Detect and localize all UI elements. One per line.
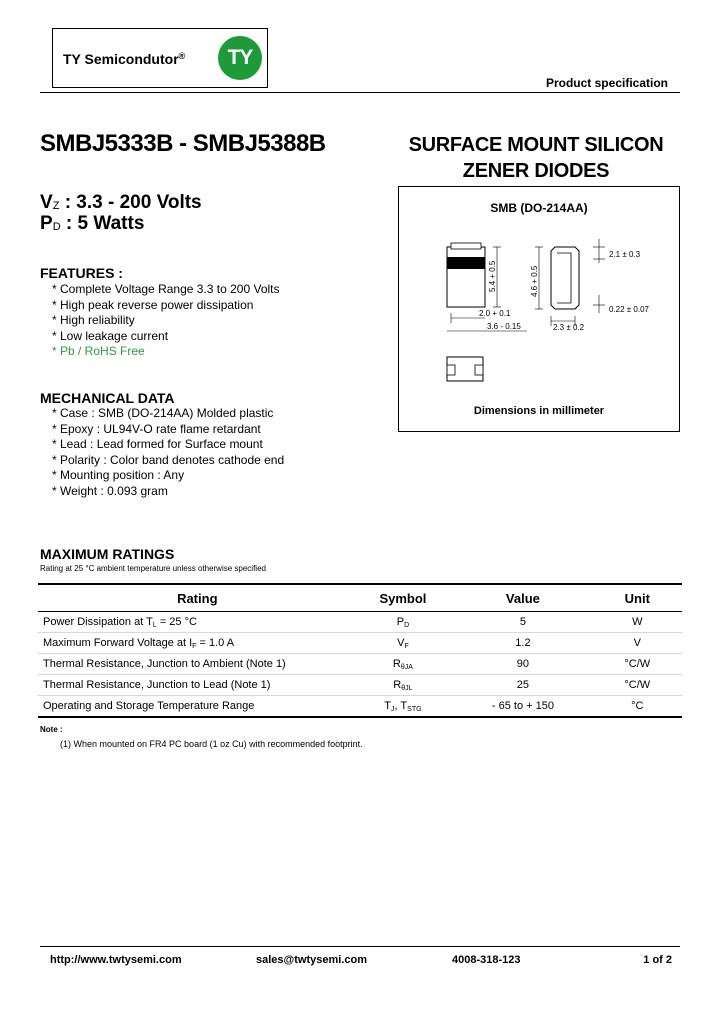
footer-phone: 4008-318-123 (452, 954, 521, 966)
features-title: FEATURES : (40, 265, 123, 281)
power-dissipation-spec: $P_D$ : 5 Watts (40, 213, 145, 234)
footprint-pad-right (475, 365, 483, 375)
dim-length: 3.6 - 0.15 (487, 322, 521, 331)
product-title (386, 132, 686, 184)
header-symbol: Symbol (353, 584, 454, 612)
ty-logo-badge: TY (218, 36, 262, 80)
mechanical-data-list (52, 406, 284, 500)
registered-mark: ® (178, 51, 186, 61)
features-list (52, 282, 280, 360)
list-item: * Polarity : Color band denotes cathode end (52, 452, 285, 467)
dim-band-width: 2.0 + 0.1 (479, 309, 511, 318)
dim-top-thickness: 2.1 ± 0.3 (609, 250, 641, 259)
part-number-range: SMBJ5333B - SMBJ5388B (40, 130, 326, 157)
dim-body-height: 5.4 + 0.5 (488, 260, 497, 292)
header-value: Value (453, 584, 592, 612)
footer-email-link[interactable]: sales@twtysemi.com (256, 954, 367, 966)
product-title-line1: SURFACE MOUNT SILICON (408, 134, 664, 156)
table-row: Thermal Resistance, Junction to Lead (Note 1) $R_{\theta JL}$ 25 °C/W (38, 675, 682, 696)
maximum-ratings-table (38, 583, 682, 718)
mechanical-data-title: MECHANICAL DATA (40, 390, 175, 406)
zener-voltage-spec: $V_Z$ : 3.3 - 200 Volts (40, 192, 202, 213)
header-unit: Unit (593, 584, 682, 612)
list-item: * Complete Voltage Range 3.3 to 200 Volts (52, 282, 280, 296)
list-item: * Low leakage current (52, 328, 169, 343)
dimensions-note: Dimensions in millimeter (473, 405, 605, 417)
rohs-item: * Pb / RoHS Free (52, 344, 145, 359)
table-row: Maximum Forward Voltage at $I_F = 1.0$ A $V_F$ 1.2 V (38, 633, 682, 654)
list-item: * Case : SMB (DO-214AA) Molded plastic (52, 406, 274, 420)
header-rating: Rating (38, 584, 353, 612)
list-item: * High peak reverse power dissipation (52, 297, 254, 312)
dim-lead-length: 2.3 ± 0.2 (553, 323, 585, 332)
dim-side-height: 4.6 + 0.5 (530, 265, 539, 297)
footer-website-link[interactable]: http://www.twtysemi.com (50, 954, 182, 966)
table-header-row (38, 584, 682, 612)
product-title-line2: ZENER DIODES (462, 160, 610, 182)
table-row: Power Dissipation at $T_L = 25$ °C $P_D$ 5 W (38, 612, 682, 633)
cathode-band (447, 257, 485, 269)
list-item: * Lead : Lead formed for Surface mount (52, 437, 263, 452)
package-side-view (551, 247, 579, 309)
company-logo-box (52, 28, 268, 88)
list-item: * Weight : 0.093 gram (52, 483, 168, 498)
table-row: Operating and Storage Temperature Range $T_J$, $T_{STG}$ - 65 to + 150 °C (38, 696, 682, 718)
company-name: TY Semicondutor® (63, 51, 186, 67)
note-text: (1) When mounted on FR4 PC board (1 oz Cu) with recommended footprint. (60, 739, 363, 749)
footprint-pad-left (447, 365, 455, 375)
maximum-ratings-title: MAXIMUM RATINGS (40, 546, 175, 562)
page-number: 1 of 2 (643, 954, 672, 966)
footer-divider (40, 946, 680, 947)
product-specification-label: Product specification (545, 76, 668, 90)
header-divider (40, 92, 680, 93)
package-drawing (399, 187, 679, 431)
package-top-lead (451, 243, 481, 249)
list-item: * High reliability (52, 313, 135, 328)
dim-lead-thickness: 0.22 ± 0.07 (609, 305, 649, 314)
note-title: Note : (40, 725, 63, 734)
list-item: * Mounting position : Any (52, 468, 185, 483)
package-title: SMB (DO-214AA) (490, 201, 588, 215)
package-top-view (447, 247, 485, 307)
package-outline-box (398, 186, 680, 432)
table-row: Thermal Resistance, Junction to Ambient (Note 1) $R_{\theta JA}$ 90 °C/W (38, 654, 682, 675)
list-item: * Epoxy : UL94V-O rate flame retardant (52, 421, 261, 436)
maximum-ratings-subtitle: Rating at 25 °C ambient temperature unless otherwise specified (40, 564, 266, 573)
